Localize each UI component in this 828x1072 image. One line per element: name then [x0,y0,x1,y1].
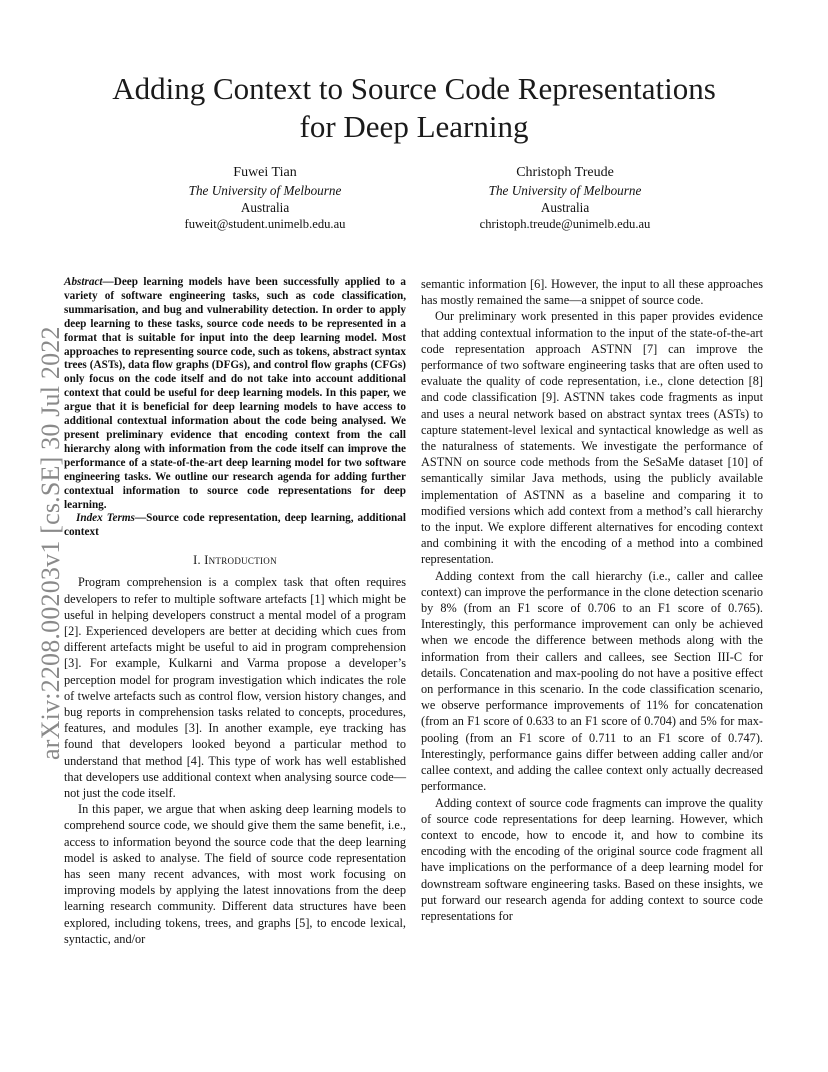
body-paragraph: semantic information [6]. However, the input to all these approaches has mostly remained the same—a snippet of source code. [421,277,763,308]
author-name: Christoph Treude [516,165,614,180]
body-paragraph: Adding context from the call hierarchy (i.e., caller and callee context) can improve the performance in the clone detection scenario by 8% (from an F1 score of 0.706 to an F1 score of 0.765). Interestingly, this performance improvement can only be achieved when we encode the difference between methods along with the information from their callers and callees, see Section III-C for details. Concatenation and max-pooling do not have a positive effect on performance in this scenario. In the code classification scenario, we observe performance improvements of 11% for concatenation (from an F1 score of 0.633 to an F1 score of 0.704) and 5% for max-pooling (from an F1 score of 0.711 to an F1 score of 0.747). Interestingly, performance gains differ between adding caller and/or callee context, and adding the callee context only actually decreased performance. [421,568,763,794]
body-paragraph: In this paper, we argue that when asking deep learning models to comprehend source code, we should give them the same benefit, i.e., access to information beyond the source code that the deep learning model is asked to analyse. The field of source code representation has seen many recent advances, with most work focusing on improving models by applying the latest innovations from the deep learning research community. Different data structures have been explored, including tokens, trees, and graphs [5], to encode lexical, syntactic, and/or [64,802,406,946]
paper-title-line-2: for Deep Learning [299,109,529,144]
arxiv-stamp-text: arXiv:2208.00203v1 [cs.SE] 30 Jul 2022 [36,326,65,760]
author-affiliation: The University of Melbourne [488,183,642,198]
author-affiliation: The University of Melbourne [188,183,342,198]
author-email: fuweit@student.unimelb.edu.au [184,217,346,231]
author-email: christoph.treude@unimelb.edu.au [479,217,651,231]
abstract-text: —Deep learning models have been successfully applied to a variety of software engineering tasks, such as code classification, summarisation, and bug and vulnerability detection. In order to apply deep learning to these tasks, source code needs to be represented in a format that is suitable for input into the deep learning model. Most approaches to representing source code, such as tokens, abstract syntax trees (ASTs), data flow graphs (DFGs), and control flow graphs (CFGs) only focus on the code itself and do not take into account additional context that could be useful for deep learning models. In this paper, we argue that it is beneficial for deep learning models to have access to additional contextual information about the code being analysed. We present preliminary evidence that encoding context from the call hierarchy along with information from the code itself can improve the performance of a state-of-the-art deep learning model for two software engineering tasks. We outline our research agenda for adding further contextual information to source code representations for deep learning. [64,276,406,511]
abstract-label: Abstract [64,276,103,288]
paper-title [60,70,768,146]
index-terms-label: Index Terms [76,512,135,525]
body-paragraph: Adding context of source code fragments can improve the quality of source code representations for deep learning. However, which context to encode, how to encode it, and how to combine its encoding with the encoding of the original source code fragment all have implications on the performance of a deep learning model for downstream software engineering tasks. Based on these insights, we put forward our research agenda for adding context to source code representations for [421,795,763,923]
author-country: Australia [540,200,590,215]
author-name: Fuwei Tian [233,165,297,180]
author-block-1 [140,163,390,233]
right-column [421,276,763,924]
author-country: Australia [240,200,290,215]
body-paragraph: Program comprehension is a complex task that often requires developers to refer to multiple software artefacts [1] which might be useful in helping developers construct a mental model of a program [2]. Experienced developers are better at deciding which cues from different artefacts might be useful to aid in program comprehension [3]. For example, Kulkarni and Varma propose a developer’s perception model for program investigation which indicates the role of twelve artefacts such as control flow, version history changes, and bug reports in comprehension tasks related to concepts, procedures, features, and modules [3]. In another example, eye tracking has found that developers looked beyond a particular method to understand that method [4]. This type of work has well established that developers use additional context when analysing source code—not just the code itself. [64,575,406,801]
left-column [64,276,406,947]
author-block-2 [440,163,690,233]
index-terms [64,512,406,540]
abstract [64,276,406,512]
body-paragraph: Our preliminary work presented in this paper provides evidence that adding contextual information to the input of the state-of-the-art code representation approach ASTNN [7] can improve the performance of two software engineering tasks that are often used to evaluate the quality of code representation, i.e., clone detection [8] and code classification [9]. ASTNN takes code fragments as input and uses a neural network based on abstract syntax trees (ASTs) to capture statement-level lexical and syntactical knowledge as well as the naturalness of statements. We investigate the performance of ASTNN on source code methods from the SeSaMe dataset [10] of semantically similar Java methods, using the publicly available implementation of ASTNN as a baseline and comparing it to modified versions which add context from a method’s call hierarchy to the input. We explore different alternatives for encoding context and combining it with the encoding of a method into a combined representation. [421,309,763,567]
section-heading-introduction: I. Introduction [193,553,277,568]
paper-title-line-1: Adding Context to Source Code Representations [112,71,716,106]
index-terms-text: —Source code representation, deep learning, additional context [64,512,406,539]
